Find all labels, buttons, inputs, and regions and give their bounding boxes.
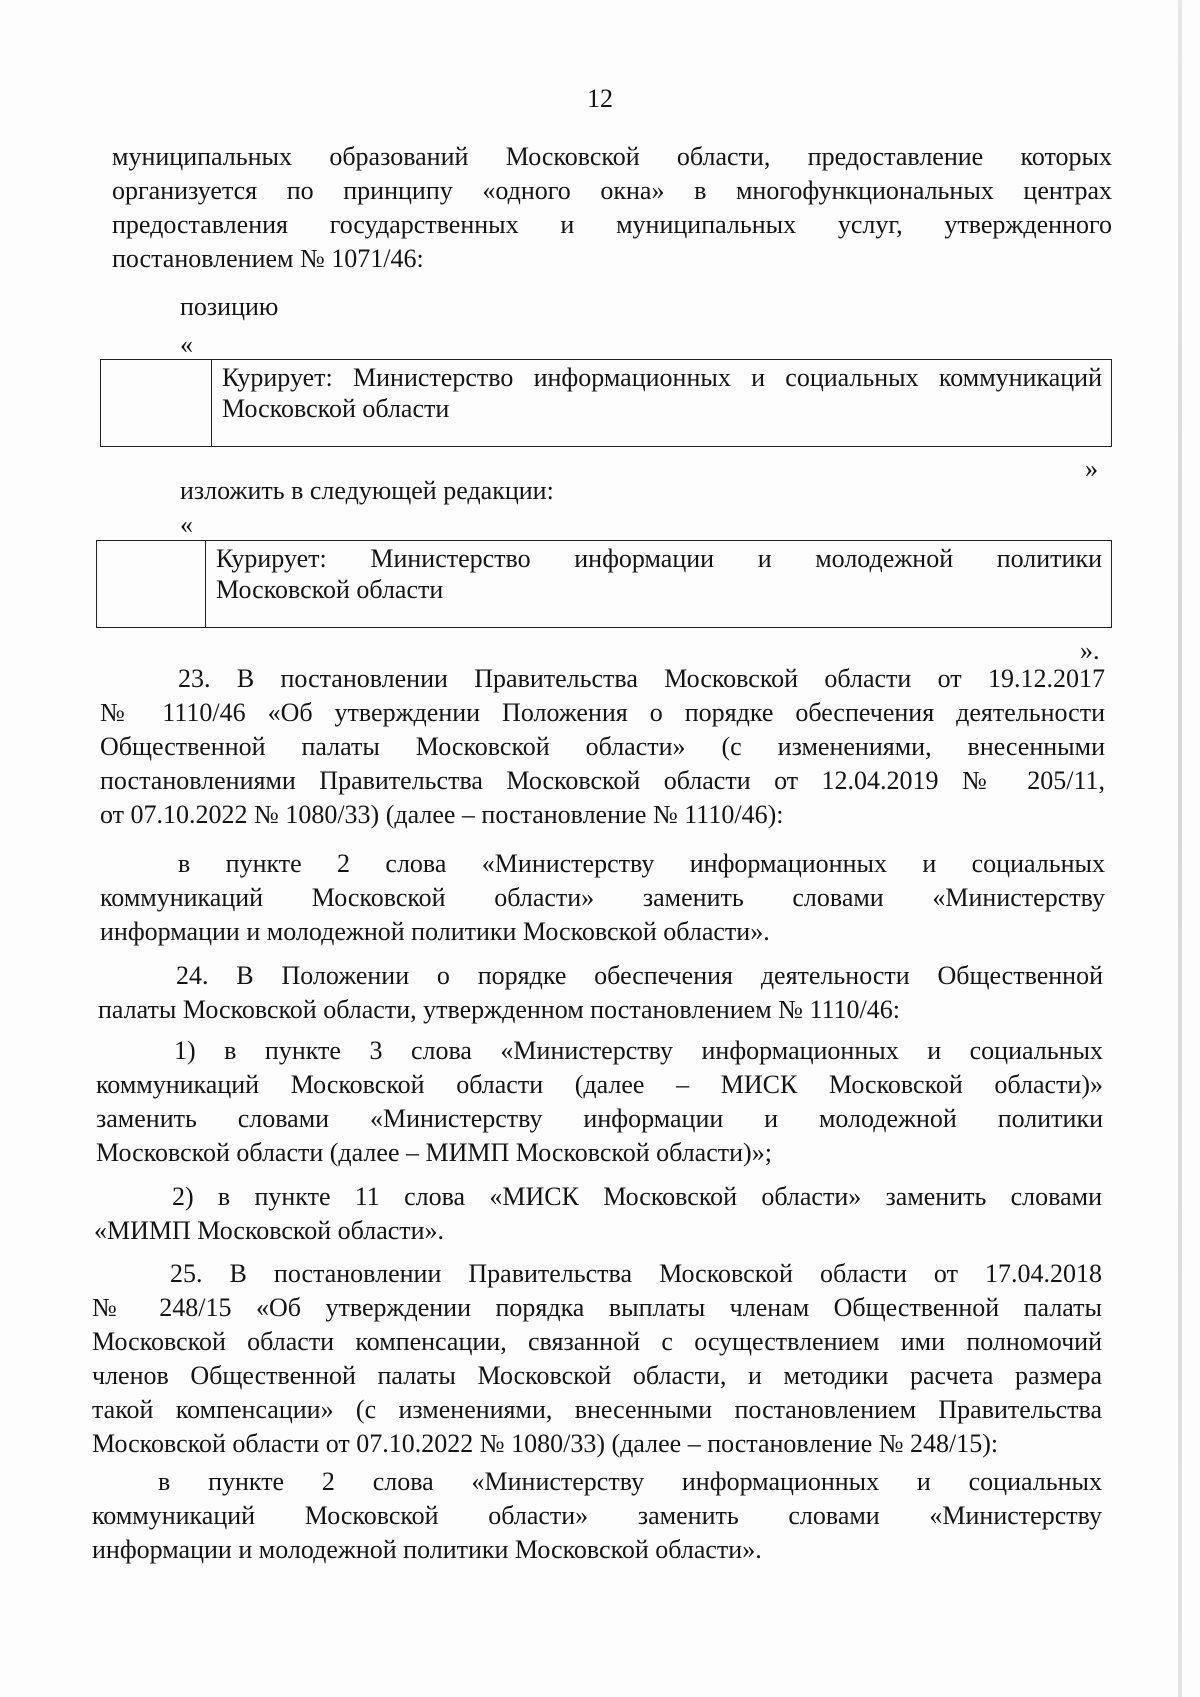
intro-line: организуется по принципу «одного окна» в многофункциональных центрах [112,176,1112,205]
p23-line: № 1110/46 «Об утверждении Положения о порядке обеспечения деятельности [100,698,1105,727]
table-old-line: Курирует: Министерство информационных и социальных коммуникаций [222,363,1102,392]
p24-item2-line: 2) в пункте 11 слова «МИСК Московской области» заменить словами [172,1182,1102,1211]
p24-item1-line: заменить словами «Министерству информации и молодежной политики [96,1104,1103,1133]
table-old-text-cell [212,360,1110,446]
p24-line: 24. В Положении о порядке обеспечения деятельности Общественной [176,961,1103,990]
table-new-empty-cell [97,541,206,627]
label-position: позицию [180,292,279,321]
page-number: 12 [587,84,613,113]
p24-item1-line: коммуникаций Московской области (далее – МИСК Московской области)» [96,1070,1103,1099]
label-new-edition: изложить в следующей редакции: [180,476,554,505]
p23-line: Общественной палаты Московской области» (с изменениями, внесенными [100,732,1105,761]
p23-line: постановлениями Правительства Московской области от 12.04.2019 № 205/11, [100,766,1105,795]
table-new-text-cell [206,541,1110,627]
paragraph-23-item [100,847,1105,949]
quote-open-2: « [180,510,193,539]
intro-line: предоставления государственных и муниципальных услуг, утвержденного [112,210,1112,239]
paragraph-25 [92,1257,1102,1567]
table-old-line: Московской области [222,394,450,423]
p23-line: от 07.10.2022 № 1080/33) (далее – постановление № 1110/46): [100,800,784,829]
p25-item-line: в пункте 2 слова «Министерству информационных и социальных [158,1467,1102,1496]
intro-line: муниципальных образований Московской области, предоставление которых [112,142,1112,171]
table-new-line: Курирует: Министерство информации и молодежной политики [216,544,1102,573]
p23-item-line: информации и молодежной политики Московской области». [100,917,770,946]
p25-item-line: информации и молодежной политики Московской области». [92,1535,762,1564]
p24-item2-line: «МИМП Московской области». [94,1216,445,1245]
p25-line: № 248/15 «Об утверждении порядка выплаты членам Общественной палаты [92,1293,1102,1322]
p24-line: палаты Московской области, утвержденном постановлением № 1110/46: [98,995,901,1024]
intro-line: постановлением № 1071/46: [112,244,424,273]
table-new-position [96,540,1112,628]
p25-item-line: коммуникаций Московской области» заменить словами «Министерству [92,1501,1102,1530]
p25-line: 25. В постановлении Правительства Московской области от 17.04.2018 [170,1259,1102,1288]
paragraph-24 [98,959,1103,1027]
paragraph-23 [100,662,1105,832]
p25-line: членов Общественной палаты Московской области, и методики расчета размера [92,1361,1102,1390]
p23-item-line: в пункте 2 слова «Министерству информационных и социальных [178,849,1105,878]
table-old-position [100,359,1112,447]
table-old-empty-cell [101,360,212,446]
paragraph-24-item-2 [94,1180,1102,1248]
p23-item-line: коммуникаций Московской области» заменить словами «Министерству [100,883,1105,912]
p25-line: Московской области компенсации, связанной с осуществлением ими полномочий [92,1327,1102,1356]
paragraph-24-item-1 [96,1034,1103,1170]
quote-close-2: ». [1080,636,1100,665]
p24-item1-line: 1) в пункте 3 слова «Министерству информационных и социальных [174,1036,1103,1065]
quote-close: » [1085,454,1098,483]
quote-open: « [180,330,193,359]
p24-item1-line: Московской области (далее – МИМП Московской области)»; [96,1138,772,1167]
scan-edge [1178,0,1182,1697]
p25-line: Московской области от 07.10.2022 № 1080/33) (далее – постановление № 248/15): [92,1429,999,1458]
p25-line: такой компенсации» (с изменениями, внесенными постановлением Правительства [92,1395,1102,1424]
p23-line: 23. В постановлении Правительства Московской области от 19.12.2017 [178,664,1105,693]
intro-paragraph [112,140,1112,276]
table-new-line: Московской области [216,575,444,604]
